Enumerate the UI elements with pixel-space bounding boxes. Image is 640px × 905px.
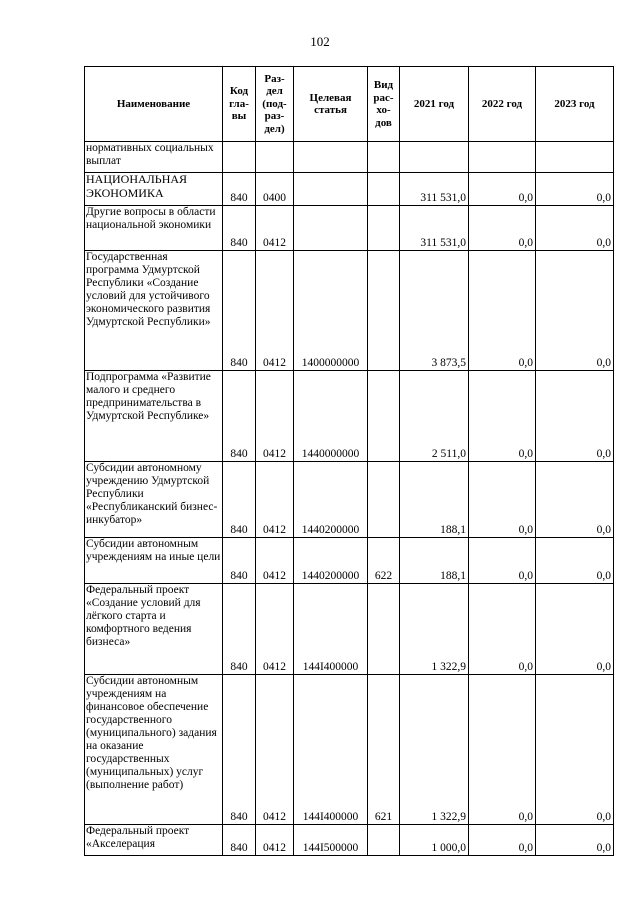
- cell-type: [368, 173, 400, 206]
- table-row: [85, 142, 614, 173]
- cell-2023: 0,0: [536, 675, 614, 825]
- cell-name: Федеральный проект «Создание условий для лёгкого старта и комфортного ведения бизнеса»: [85, 584, 223, 675]
- cell-type: [368, 584, 400, 675]
- cell-2021: [400, 142, 469, 173]
- cell-type: [368, 251, 400, 371]
- col-header-target: Целевая статья: [294, 67, 368, 142]
- cell-2023: 0,0: [536, 251, 614, 371]
- cell-code: 840: [223, 206, 256, 251]
- cell-section: 0412: [256, 251, 294, 371]
- cell-section: 0412: [256, 462, 294, 538]
- cell-code: 840: [223, 825, 256, 856]
- cell-section: 0412: [256, 538, 294, 584]
- col-header-2022: 2022 год: [469, 67, 536, 142]
- table-row: [85, 584, 614, 675]
- col-header-section: Раз- дел (под- раз- дел): [256, 67, 294, 142]
- cell-target: [294, 173, 368, 206]
- cell-2022: 0,0: [469, 584, 536, 675]
- cell-target: 144I500000: [294, 825, 368, 856]
- cell-2022: 0,0: [469, 675, 536, 825]
- cell-section: 0412: [256, 584, 294, 675]
- cell-2023: 0,0: [536, 825, 614, 856]
- cell-type: [368, 462, 400, 538]
- cell-name: Федеральный проект «Акселерация: [85, 825, 223, 856]
- cell-2022: 0,0: [469, 371, 536, 462]
- cell-2022: 0,0: [469, 206, 536, 251]
- cell-section: 0400: [256, 173, 294, 206]
- cell-type: 622: [368, 538, 400, 584]
- cell-2021: 311 531,0: [400, 173, 469, 206]
- table-row: [85, 675, 614, 825]
- cell-target: 1400000000: [294, 251, 368, 371]
- cell-name: Субсидии автономному учреждению Удмуртской Республики «Республиканский бизнес-инкубатор»: [85, 462, 223, 538]
- table-row: [85, 251, 614, 371]
- cell-2021: 188,1: [400, 538, 469, 584]
- cell-code: [223, 142, 256, 173]
- col-header-2021: 2021 год: [400, 67, 469, 142]
- cell-target: 144I400000: [294, 584, 368, 675]
- cell-target: 1440000000: [294, 371, 368, 462]
- cell-type: [368, 371, 400, 462]
- cell-2023: [536, 142, 614, 173]
- cell-2023: 0,0: [536, 462, 614, 538]
- cell-type: [368, 206, 400, 251]
- cell-code: 840: [223, 371, 256, 462]
- cell-section: 0412: [256, 825, 294, 856]
- cell-2023: 0,0: [536, 584, 614, 675]
- cell-2022: 0,0: [469, 825, 536, 856]
- cell-code: 840: [223, 675, 256, 825]
- cell-code: 840: [223, 584, 256, 675]
- table-row: [85, 538, 614, 584]
- cell-2023: 0,0: [536, 173, 614, 206]
- cell-target: [294, 206, 368, 251]
- cell-2023: 0,0: [536, 206, 614, 251]
- cell-name: Другие вопросы в области национальной экономики: [85, 206, 223, 251]
- table-row: [85, 825, 614, 856]
- col-header-name: Наименование: [85, 67, 223, 142]
- cell-2023: 0,0: [536, 538, 614, 584]
- cell-code: 840: [223, 538, 256, 584]
- cell-name: Субсидии автономным учреждениям на иные цели: [85, 538, 223, 584]
- cell-type: [368, 142, 400, 173]
- table-header-row: [85, 67, 614, 142]
- cell-2021: 1 000,0: [400, 825, 469, 856]
- col-header-type: Вид рас- хо- дов: [368, 67, 400, 142]
- cell-code: 840: [223, 251, 256, 371]
- cell-code: 840: [223, 173, 256, 206]
- table-row: [85, 206, 614, 251]
- budget-table: [84, 66, 614, 856]
- cell-code: 840: [223, 462, 256, 538]
- table-row: [85, 371, 614, 462]
- cell-target: 144I400000: [294, 675, 368, 825]
- cell-section: 0412: [256, 206, 294, 251]
- cell-2022: 0,0: [469, 251, 536, 371]
- table-row: [85, 173, 614, 206]
- cell-2021: 1 322,9: [400, 675, 469, 825]
- cell-2021: 1 322,9: [400, 584, 469, 675]
- cell-2021: 311 531,0: [400, 206, 469, 251]
- cell-2021: 3 873,5: [400, 251, 469, 371]
- cell-type: [368, 825, 400, 856]
- cell-2022: 0,0: [469, 538, 536, 584]
- cell-2021: 2 511,0: [400, 371, 469, 462]
- cell-section: 0412: [256, 371, 294, 462]
- cell-name: Субсидии автономным учреждениям на финансовое обеспечение государственного (муниципального) задания на оказание государственных (муниципальных) услуг (выполнение работ): [85, 675, 223, 825]
- cell-type: 621: [368, 675, 400, 825]
- col-header-code: Код гла- вы: [223, 67, 256, 142]
- cell-section: [256, 142, 294, 173]
- cell-2023: 0,0: [536, 371, 614, 462]
- cell-2021: 188,1: [400, 462, 469, 538]
- page-number: 102: [310, 34, 330, 49]
- cell-2022: 0,0: [469, 462, 536, 538]
- cell-2022: 0,0: [469, 173, 536, 206]
- table-row: [85, 462, 614, 538]
- cell-name: нормативных социальных выплат: [85, 142, 223, 173]
- cell-target: 1440200000: [294, 462, 368, 538]
- cell-name: НАЦИОНАЛЬНАЯ ЭКОНОМИКА: [85, 173, 223, 206]
- cell-target: [294, 142, 368, 173]
- cell-section: 0412: [256, 675, 294, 825]
- cell-2022: [469, 142, 536, 173]
- cell-name: Государственная программа Удмуртской Республики «Создание условий для устойчивого экономического развития Удмуртской Республики»: [85, 251, 223, 371]
- cell-target: 1440200000: [294, 538, 368, 584]
- cell-name: Подпрограмма «Развитие малого и среднего предпринимательства в Удмуртской Республике»: [85, 371, 223, 462]
- col-header-2023: 2023 год: [536, 67, 614, 142]
